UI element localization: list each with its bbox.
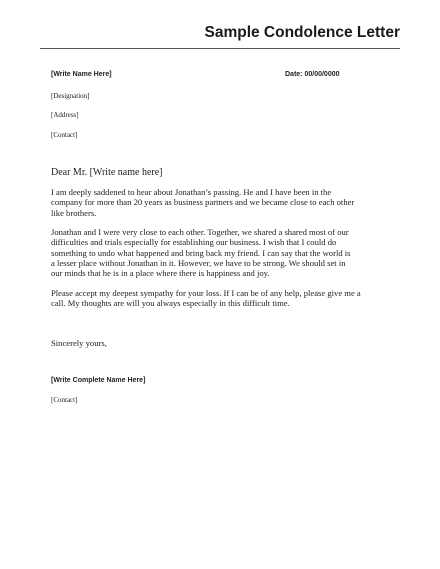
paragraph-line: I am deeply saddened to hear about Jonathan’s passing. He and I have been in the xyxy=(51,187,332,197)
paragraph-line: a lesser place without Jonathan in it. However, we have to be strong. We should set in xyxy=(51,257,346,268)
sender-address: [Address] xyxy=(51,111,79,119)
paragraph-line: Please accept my deepest sympathy for your loss. If I can be of any help, please give me a xyxy=(51,288,361,298)
paragraph-line: our minds that he is in a place where there is happiness and joy. xyxy=(51,268,270,279)
page-title: Sample Condolence Letter xyxy=(204,24,400,41)
paragraph-line: difficulties and trials especially for establishing our business. I wish that I could do xyxy=(51,237,337,248)
paragraph-line: like brothers. xyxy=(51,207,97,218)
paragraph-line: something to undo what happened and bring back my friend. I can say that the world is xyxy=(51,247,351,258)
date-value: 00/00/0000 xyxy=(304,71,340,78)
paragraph-line: call. My thoughts are will you always especially in this difficult time. xyxy=(51,298,290,309)
paragraph-2 xyxy=(51,227,401,278)
paragraph-line: company for more than 20 years as business partners and we became close to each other xyxy=(51,197,355,208)
sender-name: [Write Name Here] xyxy=(51,71,112,78)
paragraph-3 xyxy=(51,288,401,309)
closing xyxy=(51,338,401,348)
closing-text: Sincerely yours, xyxy=(51,338,107,348)
signature-contact: [Contact] xyxy=(51,396,78,404)
salutation: Dear Mr. [Write name here] xyxy=(51,167,163,178)
sender-contact: [Contact] xyxy=(51,131,78,139)
date-label: Date: xyxy=(285,71,303,78)
title-divider xyxy=(40,48,400,49)
paragraph-1 xyxy=(51,187,401,218)
signature-name: [Write Complete Name Here] xyxy=(51,377,146,384)
date-line xyxy=(285,71,340,78)
paragraph-line: Jonathan and I were very close to each other. Together, we shared a shared most of our xyxy=(51,227,349,237)
sender-designation: [Designation] xyxy=(51,92,90,100)
